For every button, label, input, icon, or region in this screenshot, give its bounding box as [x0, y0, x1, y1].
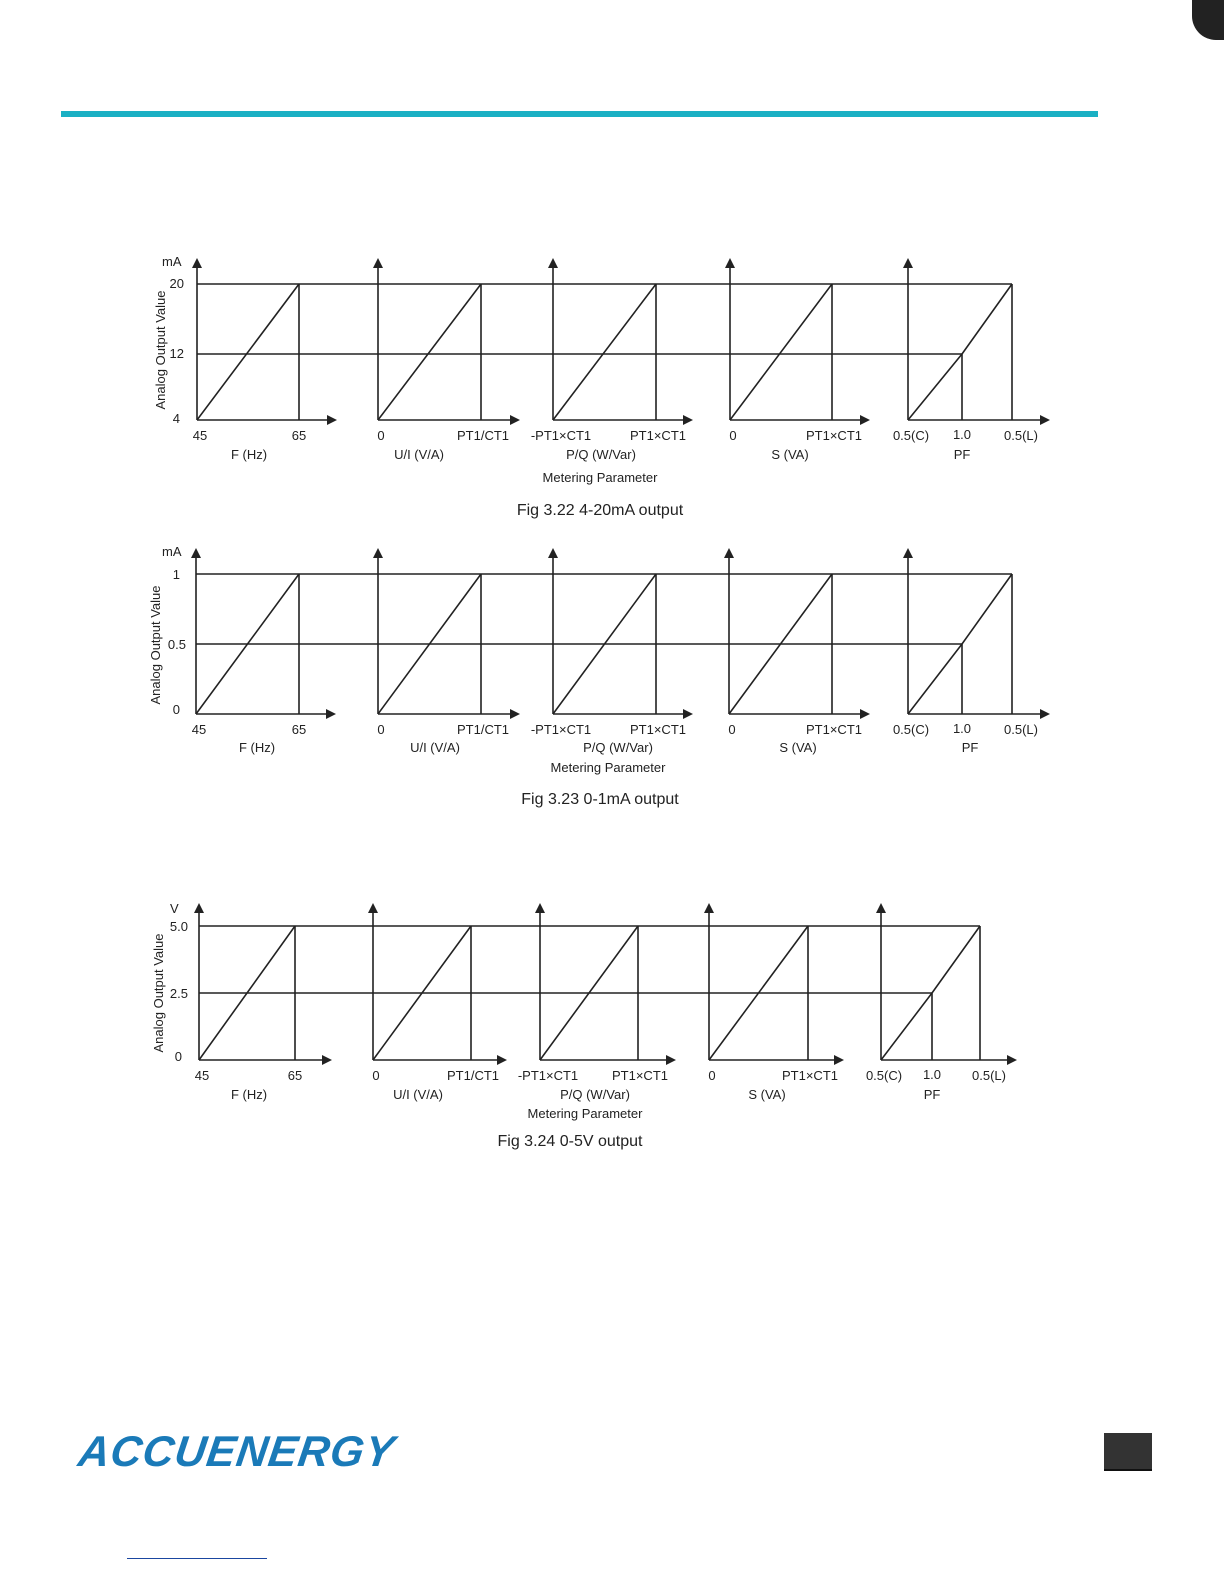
transfer-line-capacitive: [881, 993, 932, 1060]
panel-parameter-name: F (Hz): [230, 1087, 268, 1102]
x-tick-right: 0.5(L): [1004, 428, 1038, 443]
x-tick-left: 0: [729, 428, 737, 443]
panel-parameter-name: PF: [953, 447, 971, 462]
x-tick-right: 65: [287, 1068, 303, 1083]
panel-parameter-name: U/I (V/A): [394, 447, 444, 462]
axis-arrow-up: [548, 258, 558, 268]
x-tick-right: PT1/CT1: [456, 722, 510, 737]
x-tick-right: 65: [291, 722, 307, 737]
axis-arrow-up: [373, 548, 383, 558]
x-tick-left: -PT1×CT1: [530, 722, 592, 737]
y-tick-min: 0: [172, 702, 180, 717]
axis-arrow-right: [834, 1055, 844, 1065]
figure-0-5v-graph: [140, 895, 1060, 1127]
x-tick-left: 45: [194, 1068, 210, 1083]
axis-arrow-right: [860, 709, 870, 719]
axis-arrow-right: [683, 709, 693, 719]
x-tick-left: 0: [708, 1068, 716, 1083]
x-tick-right: 0.5(L): [1004, 722, 1038, 737]
y-tick-max: 1: [172, 567, 180, 582]
transfer-line: [730, 284, 832, 420]
axis-arrow-right: [1007, 1055, 1017, 1065]
graph-lines: [192, 258, 1050, 425]
y-tick-mid: 12: [169, 346, 184, 361]
panel-parameter-name: P/Q (W/Var): [566, 447, 636, 462]
x-tick-left: 0.5(C): [892, 428, 930, 443]
unit-label: mA: [162, 544, 182, 559]
figure-4-20ma: [140, 250, 1060, 530]
x-tick-mid: 1.0: [922, 1067, 942, 1082]
axis-arrow-up: [373, 258, 383, 268]
page-corner-decoration: [1192, 0, 1224, 40]
axis-arrow-up: [876, 903, 886, 913]
panel-parameter-name: U/I (V/A): [410, 740, 460, 755]
axis-arrow-right: [683, 415, 693, 425]
figure-caption: Fig 3.24 0-5V output: [497, 1133, 643, 1150]
figure-0-1ma: [140, 540, 1060, 820]
y-tick-max: 5.0: [169, 919, 188, 934]
panel-parameter-name: S (VA): [748, 1087, 786, 1102]
figure-4-20ma-graph: [140, 250, 1060, 490]
axis-arrow-right: [497, 1055, 507, 1065]
axis-arrow-up: [903, 258, 913, 268]
transfer-line-inductive: [962, 284, 1012, 354]
x-tick-left: -PT1×CT1: [517, 1068, 579, 1083]
axis-arrow-right: [666, 1055, 676, 1065]
axis-arrow-right: [860, 415, 870, 425]
x-tick-right: 65: [291, 428, 307, 443]
transfer-line-inductive: [962, 574, 1012, 644]
figure-caption: Fig 3.23 0-1mA output: [521, 791, 679, 808]
y-axis-label: Analog Output Value: [153, 290, 168, 410]
y-axis-label: Analog Output Value: [148, 585, 163, 705]
x-tick-mid: 1.0: [952, 721, 972, 736]
x-tick-right: PT1×CT1: [782, 1068, 838, 1083]
transfer-line: [197, 284, 299, 420]
x-tick-right: PT1×CT1: [806, 428, 862, 443]
x-tick-left: -PT1×CT1: [530, 428, 592, 443]
axis-arrow-up: [191, 548, 201, 558]
y-axis-label: Analog Output Value: [151, 933, 166, 1053]
transfer-line: [378, 284, 481, 420]
axis-arrow-right: [327, 415, 337, 425]
axis-arrow-right: [1040, 415, 1050, 425]
y-tick-mid: 0.5: [167, 637, 186, 652]
axis-arrow-up: [903, 548, 913, 558]
axis-arrow-up: [194, 903, 204, 913]
panel-parameter-name: U/I (V/A): [393, 1087, 443, 1102]
axis-arrow-up: [368, 903, 378, 913]
graph-lines: [191, 548, 1050, 719]
transfer-line-capacitive: [908, 354, 962, 420]
x-tick-left: 45: [191, 722, 207, 737]
axis-arrow-right: [510, 415, 520, 425]
axis-arrow-up: [548, 548, 558, 558]
axis-arrow-up: [725, 258, 735, 268]
x-tick-left: 45: [192, 428, 208, 443]
page-number-tab: [1104, 1433, 1152, 1471]
x-tick-right: PT1/CT1: [456, 428, 510, 443]
panel-parameter-name: S (VA): [771, 447, 809, 462]
x-tick-mid: 1.0: [952, 427, 972, 442]
unit-label: mA: [162, 254, 182, 269]
x-tick-right: PT1×CT1: [806, 722, 862, 737]
panel-parameter-name: P/Q (W/Var): [560, 1087, 630, 1102]
axis-arrow-right: [510, 709, 520, 719]
y-tick-mid: 2.5: [169, 986, 188, 1001]
x-axis-title: Metering Parameter: [542, 470, 658, 485]
figure-caption: Fig 3.22 4-20mA output: [516, 502, 684, 519]
transfer-line-inductive: [932, 926, 980, 993]
panel-parameter-name: F (Hz): [238, 740, 276, 755]
panel-parameter-name: F (Hz): [230, 447, 268, 462]
figure-0-5v: [140, 895, 1060, 1175]
unit-label: V: [170, 901, 179, 916]
axis-arrow-up: [704, 903, 714, 913]
axis-arrow-right: [326, 709, 336, 719]
x-tick-right: PT1×CT1: [630, 722, 686, 737]
axis-arrow-up: [535, 903, 545, 913]
accuenergy-logo: ACCUENERGY: [75, 1428, 398, 1476]
y-tick-min: 4: [172, 411, 180, 426]
x-axis-title: Metering Parameter: [527, 1106, 643, 1121]
transfer-line: [553, 284, 656, 420]
axis-arrow-right: [322, 1055, 332, 1065]
panel-parameter-name: S (VA): [779, 740, 817, 755]
x-tick-right: PT1×CT1: [630, 428, 686, 443]
x-tick-right: PT1×CT1: [612, 1068, 668, 1083]
figure-0-1ma-graph: [140, 540, 1060, 780]
panel-parameter-name: PF: [923, 1087, 941, 1102]
x-tick-left: 0.5(C): [865, 1068, 903, 1083]
x-tick-right: PT1/CT1: [446, 1068, 500, 1083]
x-tick-right: 0.5(L): [972, 1068, 1006, 1083]
x-tick-left: 0: [377, 722, 385, 737]
panel-parameter-name: PF: [961, 740, 979, 755]
x-tick-left: 0.5(C): [892, 722, 930, 737]
header-rule: [61, 111, 1098, 117]
y-tick-min: 0: [174, 1049, 182, 1064]
transfer-line-capacitive: [908, 644, 962, 714]
y-tick-max: 20: [169, 276, 184, 291]
footer-link-underline: [127, 1558, 267, 1559]
x-tick-left: 0: [372, 1068, 380, 1083]
axis-arrow-right: [1040, 709, 1050, 719]
axis-arrow-up: [724, 548, 734, 558]
graph-lines: [194, 903, 1017, 1065]
x-tick-left: 0: [377, 428, 385, 443]
axis-arrow-up: [192, 258, 202, 268]
x-tick-left: 0: [728, 722, 736, 737]
panel-parameter-name: P/Q (W/Var): [583, 740, 653, 755]
x-axis-title: Metering Parameter: [550, 760, 666, 775]
